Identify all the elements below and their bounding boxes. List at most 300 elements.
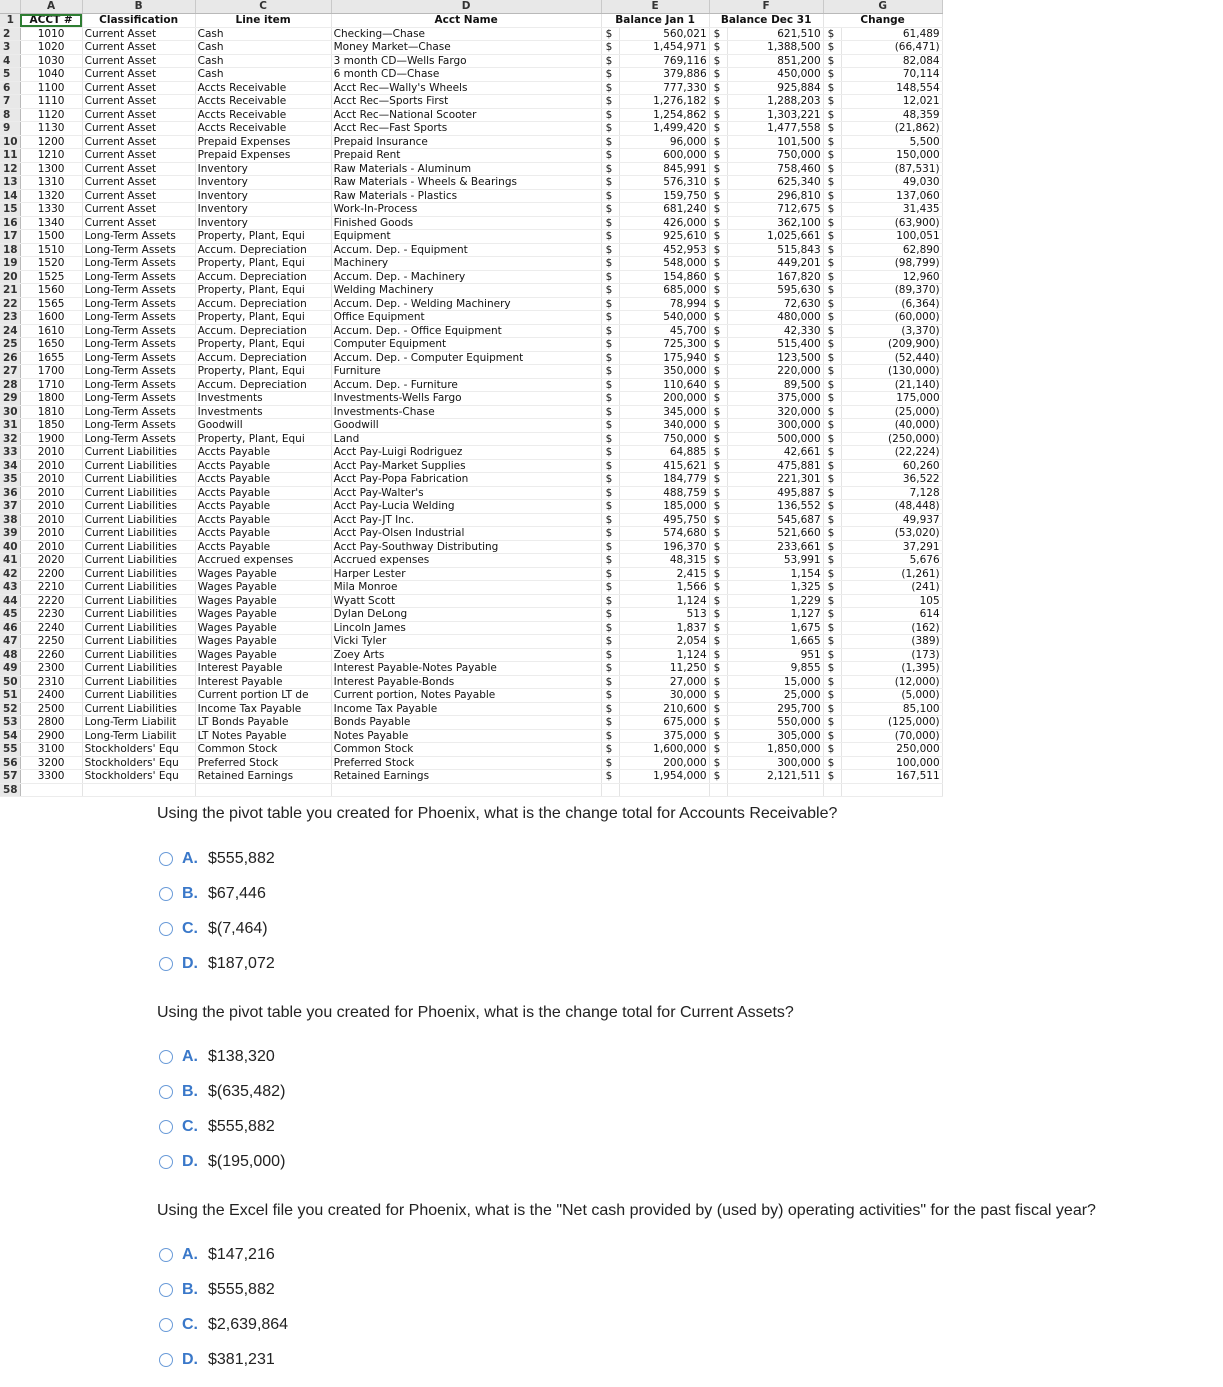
line-item-cell[interactable]: Common Stock xyxy=(195,743,331,757)
change-cell[interactable]: 48,359 xyxy=(841,108,942,122)
row-number[interactable]: 30 xyxy=(0,405,20,419)
line-item-cell[interactable]: Investments xyxy=(195,392,331,406)
currency-symbol[interactable]: $ xyxy=(823,500,841,514)
radio-button-icon[interactable] xyxy=(159,1248,173,1262)
balance-jan-cell[interactable]: 200,000 xyxy=(619,756,709,770)
balance-jan-cell[interactable]: 488,759 xyxy=(619,486,709,500)
classification-cell[interactable]: Current Liabilities xyxy=(82,567,195,581)
classification-cell[interactable]: Current Liabilities xyxy=(82,554,195,568)
currency-symbol[interactable]: $ xyxy=(709,729,727,743)
balance-dec-cell[interactable]: 72,630 xyxy=(727,297,823,311)
acct-number-cell[interactable]: 2010 xyxy=(20,446,82,460)
balance-jan-cell[interactable]: 30,000 xyxy=(619,689,709,703)
acct-number-cell[interactable]: 1510 xyxy=(20,243,82,257)
acct-name-cell[interactable]: Raw Materials - Wheels & Bearings xyxy=(331,176,601,190)
radio-button-icon[interactable] xyxy=(159,1085,173,1099)
change-cell[interactable]: (1,395) xyxy=(841,662,942,676)
currency-symbol[interactable]: $ xyxy=(823,95,841,109)
acct-number-cell[interactable]: 2010 xyxy=(20,527,82,541)
currency-symbol[interactable]: $ xyxy=(709,378,727,392)
row-number[interactable]: 29 xyxy=(0,392,20,406)
change-cell[interactable]: (48,448) xyxy=(841,500,942,514)
currency-symbol[interactable]: $ xyxy=(709,513,727,527)
currency-symbol[interactable]: $ xyxy=(601,689,619,703)
line-item-cell[interactable]: Wages Payable xyxy=(195,608,331,622)
currency-symbol[interactable]: $ xyxy=(709,594,727,608)
currency-symbol[interactable]: $ xyxy=(823,27,841,41)
currency-symbol[interactable]: $ xyxy=(709,81,727,95)
currency-symbol[interactable]: $ xyxy=(823,527,841,541)
line-item-cell[interactable]: Wages Payable xyxy=(195,594,331,608)
row-number[interactable]: 5 xyxy=(0,68,20,82)
change-header[interactable]: Change xyxy=(823,14,942,28)
row-number[interactable]: 22 xyxy=(0,297,20,311)
classification-cell[interactable]: Long-Term Assets xyxy=(82,230,195,244)
change-cell[interactable]: (21,862) xyxy=(841,122,942,136)
acct-name-cell[interactable]: Acct Pay-Market Supplies xyxy=(331,459,601,473)
currency-symbol[interactable]: $ xyxy=(823,162,841,176)
acct-number-cell[interactable]: 2260 xyxy=(20,648,82,662)
balance-jan-cell[interactable]: 110,640 xyxy=(619,378,709,392)
currency-symbol[interactable]: $ xyxy=(601,149,619,163)
currency-symbol[interactable]: $ xyxy=(823,284,841,298)
line-item-cell[interactable]: Accum. Depreciation xyxy=(195,243,331,257)
classification-cell[interactable]: Long-Term Assets xyxy=(82,270,195,284)
balance-dec-cell[interactable]: 450,000 xyxy=(727,68,823,82)
line-item-cell[interactable]: Property, Plant, Equi xyxy=(195,432,331,446)
acct-number-cell[interactable]: 2800 xyxy=(20,716,82,730)
balance-jan-cell[interactable]: 769,116 xyxy=(619,54,709,68)
column-header-d[interactable]: D xyxy=(331,0,601,14)
line-item-cell[interactable]: Wages Payable xyxy=(195,567,331,581)
currency-symbol[interactable]: $ xyxy=(709,554,727,568)
balance-jan-cell[interactable]: 415,621 xyxy=(619,459,709,473)
balance-jan-cell[interactable]: 27,000 xyxy=(619,675,709,689)
currency-symbol[interactable]: $ xyxy=(601,608,619,622)
balance-dec-cell[interactable]: 595,630 xyxy=(727,284,823,298)
balance-dec-cell[interactable]: 545,687 xyxy=(727,513,823,527)
question-2-option-a[interactable] xyxy=(159,1048,275,1066)
radio-button-icon[interactable] xyxy=(159,1318,173,1332)
line-item-cell[interactable]: Accts Payable xyxy=(195,486,331,500)
balance-dec-cell[interactable]: 1,388,500 xyxy=(727,41,823,55)
balance-jan-cell[interactable]: 1,276,182 xyxy=(619,95,709,109)
classification-cell[interactable]: Current Liabilities xyxy=(82,486,195,500)
currency-symbol[interactable]: $ xyxy=(709,122,727,136)
currency-symbol[interactable]: $ xyxy=(601,743,619,757)
classification-cell[interactable]: Long-Term Assets xyxy=(82,257,195,271)
change-cell[interactable]: 85,100 xyxy=(841,702,942,716)
change-cell[interactable]: 60,260 xyxy=(841,459,942,473)
currency-symbol[interactable]: $ xyxy=(709,770,727,784)
acct-name-cell[interactable]: Lincoln James xyxy=(331,621,601,635)
balance-dec-cell[interactable]: 621,510 xyxy=(727,27,823,41)
acct-number-cell[interactable]: 1100 xyxy=(20,81,82,95)
change-cell[interactable]: 12,960 xyxy=(841,270,942,284)
currency-symbol[interactable]: $ xyxy=(601,162,619,176)
currency-symbol[interactable]: $ xyxy=(823,608,841,622)
acct-name-cell[interactable]: Harper Lester xyxy=(331,567,601,581)
change-cell[interactable]: (1,261) xyxy=(841,567,942,581)
currency-symbol[interactable]: $ xyxy=(601,54,619,68)
change-cell[interactable]: (87,531) xyxy=(841,162,942,176)
balance-dec-cell[interactable]: 758,460 xyxy=(727,162,823,176)
balance-dec-cell[interactable]: 220,000 xyxy=(727,365,823,379)
balance-jan-cell[interactable]: 1,454,971 xyxy=(619,41,709,55)
line-item-cell[interactable]: Accum. Depreciation xyxy=(195,297,331,311)
change-cell[interactable]: 148,554 xyxy=(841,81,942,95)
currency-symbol[interactable]: $ xyxy=(823,756,841,770)
acct-name-cell[interactable]: Money Market—Chase xyxy=(331,41,601,55)
balance-dec-cell[interactable]: 480,000 xyxy=(727,311,823,325)
currency-symbol[interactable]: $ xyxy=(601,230,619,244)
currency-symbol[interactable]: $ xyxy=(601,257,619,271)
currency-symbol[interactable]: $ xyxy=(709,756,727,770)
acct-name-cell[interactable]: Zoey Arts xyxy=(331,648,601,662)
balance-dec-cell[interactable]: 305,000 xyxy=(727,729,823,743)
classification-cell[interactable]: Current Liabilities xyxy=(82,635,195,649)
currency-symbol[interactable]: $ xyxy=(601,365,619,379)
question-3-option-c[interactable] xyxy=(159,1316,288,1334)
classification-cell[interactable]: Current Asset xyxy=(82,176,195,190)
classification-cell[interactable]: Long-Term Assets xyxy=(82,392,195,406)
currency-symbol[interactable]: $ xyxy=(601,203,619,217)
acct-number-cell[interactable]: 2210 xyxy=(20,581,82,595)
balance-jan-cell[interactable]: 154,860 xyxy=(619,270,709,284)
currency-symbol[interactable]: $ xyxy=(601,95,619,109)
currency-symbol[interactable]: $ xyxy=(709,419,727,433)
balance-jan-cell[interactable]: 196,370 xyxy=(619,540,709,554)
empty-cell[interactable] xyxy=(727,783,823,797)
currency-symbol[interactable]: $ xyxy=(601,594,619,608)
balance-dec-cell[interactable]: 515,400 xyxy=(727,338,823,352)
currency-symbol[interactable]: $ xyxy=(601,392,619,406)
currency-symbol[interactable]: $ xyxy=(823,405,841,419)
balance-dec-cell[interactable]: 42,661 xyxy=(727,446,823,460)
change-cell[interactable]: (389) xyxy=(841,635,942,649)
line-item-cell[interactable]: Inventory xyxy=(195,216,331,230)
balance-jan-cell[interactable]: 1,600,000 xyxy=(619,743,709,757)
balance-jan-cell[interactable]: 777,330 xyxy=(619,81,709,95)
row-number[interactable]: 55 xyxy=(0,743,20,757)
currency-symbol[interactable]: $ xyxy=(823,729,841,743)
line-item-cell[interactable]: Cash xyxy=(195,54,331,68)
acct-name-cell[interactable]: Machinery xyxy=(331,257,601,271)
line-item-cell[interactable]: Accts Payable xyxy=(195,513,331,527)
acct-name-cell[interactable]: Interest Payable-Notes Payable xyxy=(331,662,601,676)
balance-dec-cell[interactable]: 123,500 xyxy=(727,351,823,365)
currency-symbol[interactable]: $ xyxy=(823,675,841,689)
row-number[interactable]: 9 xyxy=(0,122,20,136)
question-2-option-d[interactable] xyxy=(159,1153,285,1171)
change-cell[interactable]: 614 xyxy=(841,608,942,622)
acct-name-cell[interactable]: Preferred Stock xyxy=(331,756,601,770)
acct-name-cell[interactable]: Computer Equipment xyxy=(331,338,601,352)
balance-dec-cell[interactable]: 221,301 xyxy=(727,473,823,487)
acct-number-cell[interactable]: 2010 xyxy=(20,473,82,487)
currency-symbol[interactable]: $ xyxy=(823,122,841,136)
row-number[interactable]: 44 xyxy=(0,594,20,608)
currency-symbol[interactable]: $ xyxy=(823,135,841,149)
acct-name-cell[interactable]: Office Equipment xyxy=(331,311,601,325)
currency-symbol[interactable]: $ xyxy=(823,54,841,68)
currency-symbol[interactable]: $ xyxy=(823,108,841,122)
radio-button-icon[interactable] xyxy=(159,957,173,971)
currency-symbol[interactable]: $ xyxy=(709,635,727,649)
balance-dec-cell[interactable]: 521,660 xyxy=(727,527,823,541)
balance-dec-cell[interactable]: 1,303,221 xyxy=(727,108,823,122)
line-item-cell[interactable]: Accts Payable xyxy=(195,540,331,554)
acct-name-cell[interactable]: Acct Rec—Fast Sports xyxy=(331,122,601,136)
row-number[interactable]: 38 xyxy=(0,513,20,527)
currency-symbol[interactable]: $ xyxy=(709,567,727,581)
row-number[interactable]: 34 xyxy=(0,459,20,473)
line-item-cell[interactable]: Property, Plant, Equi xyxy=(195,230,331,244)
classification-cell[interactable]: Long-Term Liabilit xyxy=(82,716,195,730)
balance-dec-cell[interactable]: 375,000 xyxy=(727,392,823,406)
acct-number-cell[interactable]: 1130 xyxy=(20,122,82,136)
currency-symbol[interactable]: $ xyxy=(709,108,727,122)
acct-name-cell[interactable]: Accum. Dep. - Furniture xyxy=(331,378,601,392)
currency-symbol[interactable]: $ xyxy=(709,486,727,500)
change-cell[interactable]: 31,435 xyxy=(841,203,942,217)
line-item-cell[interactable]: Cash xyxy=(195,41,331,55)
line-item-cell[interactable]: Accts Payable xyxy=(195,500,331,514)
balance-dec-cell[interactable]: 362,100 xyxy=(727,216,823,230)
currency-symbol[interactable]: $ xyxy=(823,338,841,352)
acct-name-cell[interactable]: Retained Earnings xyxy=(331,770,601,784)
balance-jan-cell[interactable]: 685,000 xyxy=(619,284,709,298)
classification-cell[interactable]: Long-Term Assets xyxy=(82,419,195,433)
line-item-cell[interactable]: Accrued expenses xyxy=(195,554,331,568)
change-cell[interactable]: 70,114 xyxy=(841,68,942,82)
balance-dec-cell[interactable]: 1,477,558 xyxy=(727,122,823,136)
line-item-cell[interactable]: Preferred Stock xyxy=(195,756,331,770)
currency-symbol[interactable]: $ xyxy=(709,230,727,244)
change-cell[interactable]: 82,084 xyxy=(841,54,942,68)
classification-cell[interactable]: Current Asset xyxy=(82,108,195,122)
change-cell[interactable]: 12,021 xyxy=(841,95,942,109)
acct-name-cell[interactable]: Land xyxy=(331,432,601,446)
balance-dec-cell[interactable]: 296,810 xyxy=(727,189,823,203)
change-cell[interactable]: (63,900) xyxy=(841,216,942,230)
change-cell[interactable]: (5,000) xyxy=(841,689,942,703)
currency-symbol[interactable]: $ xyxy=(823,594,841,608)
change-cell[interactable]: (130,000) xyxy=(841,365,942,379)
acct-number-cell[interactable]: 2010 xyxy=(20,459,82,473)
row-number[interactable]: 8 xyxy=(0,108,20,122)
currency-symbol[interactable]: $ xyxy=(709,500,727,514)
acct-number-cell[interactable]: 1040 xyxy=(20,68,82,82)
acct-name-cell[interactable]: Accum. Dep. - Equipment xyxy=(331,243,601,257)
acct-name-cell[interactable]: Acct Pay-Popa Fabrication xyxy=(331,473,601,487)
currency-symbol[interactable]: $ xyxy=(709,351,727,365)
currency-symbol[interactable]: $ xyxy=(709,135,727,149)
line-item-cell[interactable]: Prepaid Expenses xyxy=(195,149,331,163)
currency-symbol[interactable]: $ xyxy=(823,149,841,163)
column-header-e[interactable]: E xyxy=(601,0,709,14)
classification-cell[interactable]: Current Asset xyxy=(82,149,195,163)
acct-name-cell[interactable]: Acct Pay-Walter's xyxy=(331,486,601,500)
row-number[interactable]: 31 xyxy=(0,419,20,433)
acct-number-cell[interactable]: 1525 xyxy=(20,270,82,284)
row-number[interactable]: 37 xyxy=(0,500,20,514)
currency-symbol[interactable]: $ xyxy=(601,297,619,311)
classification-cell[interactable]: Current Asset xyxy=(82,122,195,136)
row-number[interactable]: 47 xyxy=(0,635,20,649)
balance-dec-cell[interactable]: 295,700 xyxy=(727,702,823,716)
line-item-cell[interactable]: Property, Plant, Equi xyxy=(195,365,331,379)
currency-symbol[interactable]: $ xyxy=(709,689,727,703)
currency-symbol[interactable]: $ xyxy=(601,702,619,716)
currency-symbol[interactable]: $ xyxy=(709,68,727,82)
classification-cell[interactable]: Long-Term Assets xyxy=(82,365,195,379)
row-number[interactable]: 40 xyxy=(0,540,20,554)
currency-symbol[interactable]: $ xyxy=(709,581,727,595)
line-item-cell[interactable]: Wages Payable xyxy=(195,648,331,662)
currency-symbol[interactable]: $ xyxy=(601,446,619,460)
row-number[interactable]: 20 xyxy=(0,270,20,284)
balance-jan-cell[interactable]: 1,499,420 xyxy=(619,122,709,136)
row-number[interactable]: 17 xyxy=(0,230,20,244)
acct-name-cell[interactable]: Common Stock xyxy=(331,743,601,757)
line-item-cell[interactable]: Accts Receivable xyxy=(195,122,331,136)
balance-jan-cell[interactable]: 184,779 xyxy=(619,473,709,487)
radio-button-icon[interactable] xyxy=(159,1155,173,1169)
balance-jan-cell[interactable]: 11,250 xyxy=(619,662,709,676)
currency-symbol[interactable]: $ xyxy=(823,432,841,446)
column-header-f[interactable]: F xyxy=(709,0,823,14)
classification-cell[interactable]: Long-Term Liabilit xyxy=(82,729,195,743)
empty-cell[interactable] xyxy=(195,783,331,797)
classification-cell[interactable]: Current Asset xyxy=(82,162,195,176)
question-3-option-b[interactable] xyxy=(159,1281,275,1299)
classification-cell[interactable]: Current Liabilities xyxy=(82,648,195,662)
row-number[interactable]: 27 xyxy=(0,365,20,379)
currency-symbol[interactable]: $ xyxy=(601,338,619,352)
currency-symbol[interactable]: $ xyxy=(709,392,727,406)
row-number[interactable]: 45 xyxy=(0,608,20,622)
line-item-cell[interactable]: Prepaid Expenses xyxy=(195,135,331,149)
acct-number-cell[interactable]: 1800 xyxy=(20,392,82,406)
balance-jan-cell[interactable]: 574,680 xyxy=(619,527,709,541)
classification-header[interactable]: Classification xyxy=(82,14,195,28)
acct-number-cell[interactable]: 2240 xyxy=(20,621,82,635)
acct-number-cell[interactable]: 2010 xyxy=(20,513,82,527)
balance-jan-cell[interactable]: 548,000 xyxy=(619,257,709,271)
classification-cell[interactable]: Stockholders' Equ xyxy=(82,756,195,770)
balance-dec-cell[interactable]: 449,201 xyxy=(727,257,823,271)
acct-name-cell[interactable]: Bonds Payable xyxy=(331,716,601,730)
balance-jan-cell[interactable]: 375,000 xyxy=(619,729,709,743)
balance-jan-cell[interactable]: 560,021 xyxy=(619,27,709,41)
currency-symbol[interactable]: $ xyxy=(823,176,841,190)
balance-dec-cell[interactable]: 750,000 xyxy=(727,149,823,163)
acct-number-cell[interactable]: 1110 xyxy=(20,95,82,109)
acct-number-cell[interactable]: 2010 xyxy=(20,540,82,554)
currency-symbol[interactable]: $ xyxy=(823,68,841,82)
acct-name-cell[interactable]: Prepaid Insurance xyxy=(331,135,601,149)
row-number[interactable]: 18 xyxy=(0,243,20,257)
currency-symbol[interactable]: $ xyxy=(709,41,727,55)
column-header-b[interactable]: B xyxy=(82,0,195,14)
line-item-cell[interactable]: Cash xyxy=(195,68,331,82)
acct-number-cell[interactable]: 2900 xyxy=(20,729,82,743)
acct-number-cell[interactable]: 1900 xyxy=(20,432,82,446)
currency-symbol[interactable]: $ xyxy=(709,216,727,230)
currency-symbol[interactable]: $ xyxy=(709,743,727,757)
balance-dec-cell[interactable]: 475,881 xyxy=(727,459,823,473)
currency-symbol[interactable]: $ xyxy=(823,540,841,554)
row-number[interactable]: 52 xyxy=(0,702,20,716)
row-number[interactable]: 39 xyxy=(0,527,20,541)
balance-dec-cell[interactable]: 515,843 xyxy=(727,243,823,257)
balance-dec-cell[interactable]: 851,200 xyxy=(727,54,823,68)
acct-number-cell[interactable]: 2230 xyxy=(20,608,82,622)
acct-name-cell[interactable]: Acct Pay-JT Inc. xyxy=(331,513,601,527)
classification-cell[interactable]: Current Liabilities xyxy=(82,594,195,608)
classification-cell[interactable]: Current Liabilities xyxy=(82,473,195,487)
acct-number-cell[interactable]: 3100 xyxy=(20,743,82,757)
balance-jan-cell[interactable]: 1,954,000 xyxy=(619,770,709,784)
currency-symbol[interactable]: $ xyxy=(823,581,841,595)
change-cell[interactable]: (125,000) xyxy=(841,716,942,730)
balance-jan-cell[interactable]: 64,885 xyxy=(619,446,709,460)
balance-dec-cell[interactable]: 136,552 xyxy=(727,500,823,514)
column-header-c[interactable]: C xyxy=(195,0,331,14)
currency-symbol[interactable]: $ xyxy=(601,716,619,730)
change-cell[interactable]: 150,000 xyxy=(841,149,942,163)
line-item-cell[interactable]: Inventory xyxy=(195,203,331,217)
acct-name-cell[interactable]: Accum. Dep. - Machinery xyxy=(331,270,601,284)
row-number[interactable]: 50 xyxy=(0,675,20,689)
acct-number-cell[interactable]: 2220 xyxy=(20,594,82,608)
row-number[interactable]: 28 xyxy=(0,378,20,392)
currency-symbol[interactable]: $ xyxy=(823,230,841,244)
line-item-cell[interactable]: Wages Payable xyxy=(195,621,331,635)
balance-jan-cell[interactable]: 2,054 xyxy=(619,635,709,649)
row-number[interactable]: 16 xyxy=(0,216,20,230)
row-number[interactable]: 23 xyxy=(0,311,20,325)
row-number[interactable]: 11 xyxy=(0,149,20,163)
acct-name-cell[interactable]: Acct Pay-Southway Distributing xyxy=(331,540,601,554)
change-cell[interactable]: 49,030 xyxy=(841,176,942,190)
acct-number-cell[interactable]: 1500 xyxy=(20,230,82,244)
acct-number-cell[interactable]: 1300 xyxy=(20,162,82,176)
classification-cell[interactable]: Long-Term Assets xyxy=(82,284,195,298)
classification-cell[interactable]: Current Liabilities xyxy=(82,446,195,460)
acct-number-cell[interactable]: 1020 xyxy=(20,41,82,55)
line-item-cell[interactable]: Accts Payable xyxy=(195,473,331,487)
change-cell[interactable]: (60,000) xyxy=(841,311,942,325)
balance-dec-cell[interactable]: 712,675 xyxy=(727,203,823,217)
classification-cell[interactable]: Stockholders' Equ xyxy=(82,770,195,784)
balance-jan-cell[interactable]: 1,124 xyxy=(619,594,709,608)
currency-symbol[interactable]: $ xyxy=(823,81,841,95)
change-cell[interactable]: (209,900) xyxy=(841,338,942,352)
acct-name-cell[interactable]: Current portion, Notes Payable xyxy=(331,689,601,703)
classification-cell[interactable]: Current Liabilities xyxy=(82,608,195,622)
line-item-cell[interactable]: Accts Payable xyxy=(195,459,331,473)
row-number[interactable]: 6 xyxy=(0,81,20,95)
line-item-cell[interactable]: Investments xyxy=(195,405,331,419)
acct-name-cell[interactable]: Equipment xyxy=(331,230,601,244)
currency-symbol[interactable]: $ xyxy=(709,27,727,41)
acct-name-cell[interactable]: Work-In-Process xyxy=(331,203,601,217)
line-item-cell[interactable]: Cash xyxy=(195,27,331,41)
balance-jan-cell[interactable]: 600,000 xyxy=(619,149,709,163)
currency-symbol[interactable]: $ xyxy=(823,351,841,365)
